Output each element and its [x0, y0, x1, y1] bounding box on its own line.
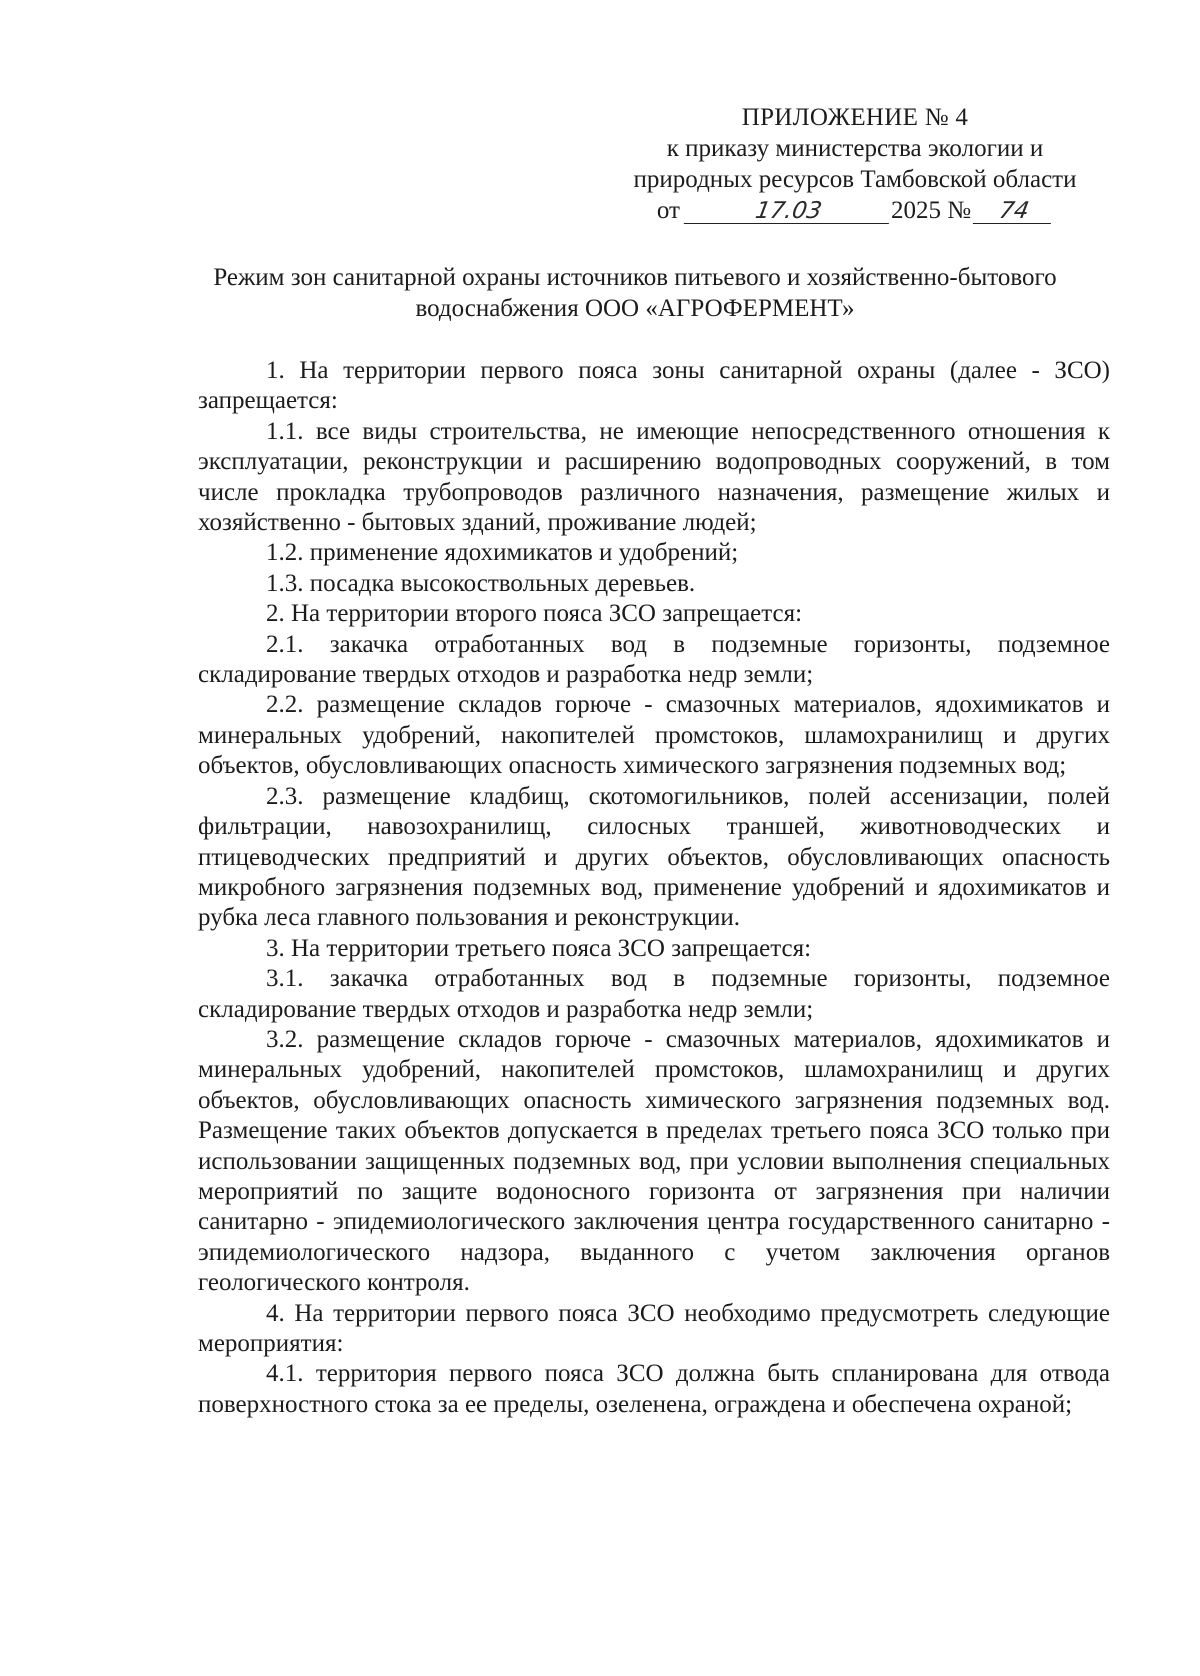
paragraph-3-2: 3.2. размещение складов горюче - смазочных материалов, ядохимикатов и минеральных удобрений, накопителей промстоков, шламохранилищ и других объектов, обусловливающих опасность химического загрязнения подземных вод. Размещение таких объектов допускается в пределах третьего пояса ЗСО только при использовании защищенных подземных вод, при условии выполнения специальных мероприятий по защите водоносного горизонта от загрязнения при наличии санитарно - эпидемиологического заключения центра государственного санитарно - эпидемиологического надзора, выданного с учетом заключения органов геологического контроля.: [198, 1025, 1110, 1297]
appendix-title: ПРИЛОЖЕНИЕ № 4: [741, 104, 969, 131]
document-body: [198, 356, 1110, 1420]
paragraph-3-1: 3.1. закачка отработанных вод в подземные горизонты, подземное складирование твердых отходов и разработка недр земли;: [198, 965, 1110, 1023]
date-prefix: от: [656, 197, 680, 224]
document-title-line-2: водоснабжения ООО «АГРОФЕРМЕНТ»: [415, 295, 855, 322]
paragraph-2: 2. На территории второго пояса ЗСО запрещается:: [266, 600, 803, 628]
appendix-line-2: природных ресурсов Тамбовской области: [633, 166, 1077, 193]
paragraph-2-3: 2.3. размещение кладбищ, скотомогильников, полей ассенизации, полей фильтрации, навозохранилищ, силосных траншей, животноводческих и птицеводческих предприятий и других объектов, обусловливающих опасность микробного загрязнения подземных вод, применение удобрений и ядохимикатов и рубка леса главного пользования и реконструкции.: [198, 782, 1110, 932]
paragraph-3: 3. На территории третьего пояса ЗСО запрещается:: [266, 934, 812, 962]
appendix-date-line: [620, 195, 1090, 226]
appendix-line-1: к приказу министерства экологии и: [666, 135, 1044, 162]
paragraph-4: 4. На территории первого пояса ЗСО необходимо предусмотреть следующие мероприятия:: [198, 1299, 1110, 1357]
document-title-line-1: Режим зон санитарной охраны источников питьевого и хозяйственно-бытового: [213, 264, 1057, 291]
handwritten-order-number: 74: [973, 199, 1055, 224]
paragraph-4-1: 4.1. территория первого пояса ЗСО должна быть спланирована для отвода поверхностного стока за ее пределы, озеленена, ограждена и обеспечена охраной;: [198, 1360, 1110, 1418]
paragraph-1-3: 1.3. посадка высокоствольных деревьев.: [266, 569, 696, 597]
paragraph-1: 1. На территории первого пояса зоны санитарной охраны (далее - ЗСО) запрещается:: [198, 357, 1110, 415]
appendix-header: [620, 102, 1090, 226]
document-title: [150, 262, 1120, 324]
handwritten-date: 17.03: [684, 199, 893, 224]
paragraph-2-1: 2.1. закачка отработанных вод в подземные горизонты, подземное складирование твердых отходов и разработка недр земли;: [198, 630, 1110, 689]
paragraph-1-2: 1.2. применение ядохимикатов и удобрений;: [266, 539, 739, 567]
paragraph-2-2: 2.2. размещение складов горюче - смазочных материалов, ядохимикатов и минеральных удобрений, накопителей промстоков, шламохранилищ и других объектов, обусловливающих опасность химического загрязнения подземных вод;: [198, 691, 1110, 780]
year-prefix: 2025 №: [891, 197, 972, 224]
paragraph-1-1: 1.1. все виды строительства, не имеющие непосредственного отношения к эксплуатации, реконструкции и расширению водопроводных сооружений, в том числе прокладка трубопроводов различного назначения, размещение жилых и хозяйственно - бытовых зданий, проживание людей;: [198, 417, 1110, 537]
